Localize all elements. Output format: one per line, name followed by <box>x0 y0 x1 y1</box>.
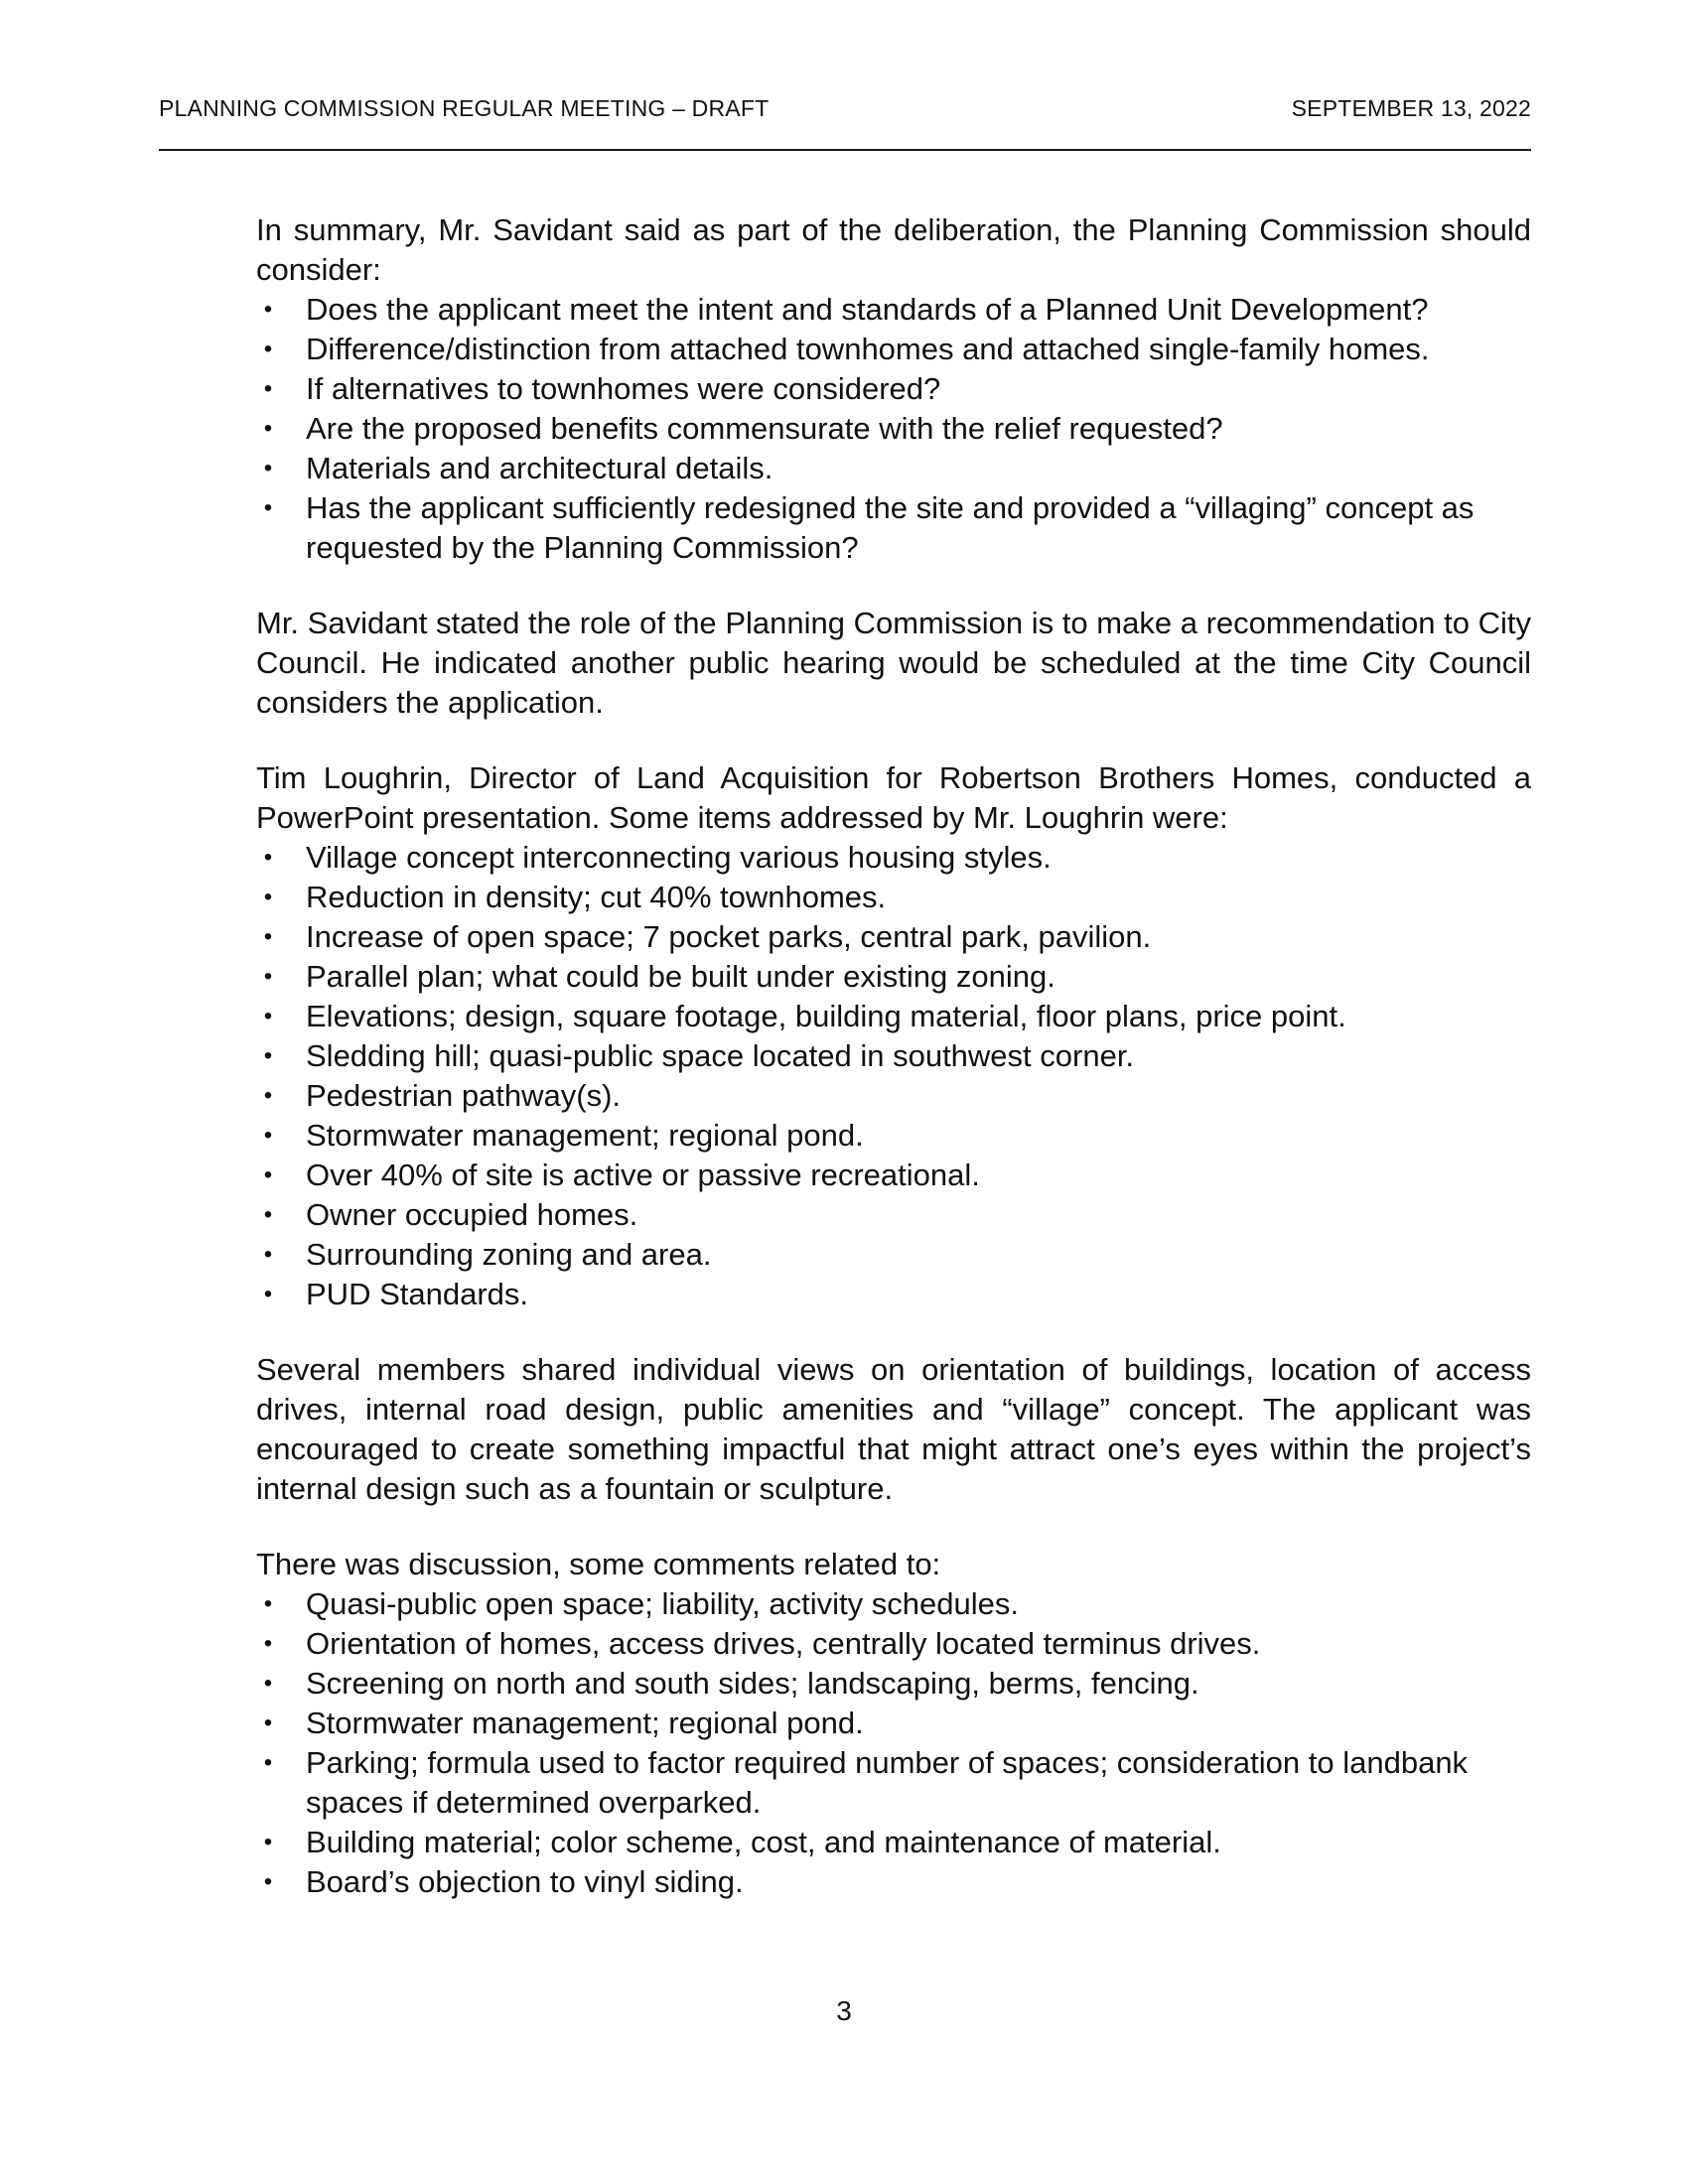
bullet-icon: • <box>263 455 273 481</box>
paragraph: Mr. Savidant stated the role of the Planning Commission is to make a recommendation to City Council. He indicated another public hearing would be scheduled at the time City Council considers the application. <box>256 606 1531 720</box>
list-item <box>256 290 1531 330</box>
paragraph: In summary, Mr. Savidant said as part of the deliberation, the Planning Commission should consider: <box>256 212 1531 287</box>
bullet-icon: • <box>263 1201 273 1228</box>
bullet-icon: • <box>263 1590 273 1617</box>
list-item <box>256 1823 1531 1862</box>
list-item-text: Has the applicant sufficiently redesigned the site and provided a “villaging” concept as requested by the Planning Commission? <box>306 490 1475 565</box>
list-item <box>256 1156 1531 1195</box>
bullet-icon: • <box>263 1670 273 1697</box>
paragraph-gap <box>256 1314 1531 1350</box>
list-item <box>256 1275 1531 1314</box>
list-item-text: Does the applicant meet the intent and standards of a Planned Unit Development? <box>306 292 1429 327</box>
list-item <box>256 488 1531 568</box>
list-item-text: Pedestrian pathway(s). <box>306 1078 622 1113</box>
header-date: SEPTEMBER 13, 2022 <box>1291 95 1531 121</box>
list-item-text: Parking; formula used to factor required number of spaces; consideration to landbank spaces if determined overparked. <box>306 1745 1469 1820</box>
list-item <box>256 838 1531 878</box>
list-item-text: Reduction in density; cut 40% townhomes. <box>306 880 887 914</box>
list-item-text: Board’s objection to vinyl siding. <box>306 1864 744 1899</box>
bullet-icon: • <box>263 1281 273 1307</box>
bullet-icon: • <box>263 844 273 871</box>
list-item <box>256 330 1531 369</box>
bullet-list <box>256 838 1531 1314</box>
list-item-text: Sledding hill; quasi-public space located in southwest corner. <box>306 1038 1135 1073</box>
list-item-text: Surrounding zoning and area. <box>306 1237 712 1272</box>
bullet-icon: • <box>263 494 273 521</box>
list-item-text: Elevations; design, square footage, building material, floor plans, price point. <box>306 999 1346 1033</box>
list-item <box>256 917 1531 957</box>
list-item-text: Screening on north and south sides; landscaping, berms, fencing. <box>306 1666 1199 1701</box>
paragraph-gap <box>256 1509 1531 1545</box>
bullet-icon: • <box>263 296 273 323</box>
list-item-text: Orientation of homes, access drives, centrally located terminus drives. <box>306 1626 1261 1661</box>
bullet-icon: • <box>263 1630 273 1657</box>
bullet-icon: • <box>263 1042 273 1069</box>
list-item <box>256 878 1531 917</box>
header-title: PLANNING COMMISSION REGULAR MEETING – DRAFT <box>159 95 770 121</box>
list-item <box>256 449 1531 488</box>
list-item-text: Building material; color scheme, cost, and maintenance of material. <box>306 1825 1221 1859</box>
list-item-text: Over 40% of site is active or passive recreational. <box>306 1158 980 1192</box>
bullet-icon: • <box>263 1082 273 1109</box>
list-item <box>256 1195 1531 1235</box>
list-item-text: Are the proposed benefits commensurate with the relief requested? <box>306 411 1223 446</box>
header-rule <box>159 149 1531 151</box>
list-item-text: Stormwater management; regional pond. <box>306 1118 864 1153</box>
bullet-icon: • <box>263 923 273 950</box>
bullet-icon: • <box>263 1749 273 1776</box>
paragraph: Several members shared individual views on orientation of buildings, location of access drives, internal road design, public amenities and “village” concept. The applicant was encouraged to create something impactful that might attract one’s eyes within the project’s internal design such as a fountain or sculpture. <box>256 1352 1531 1506</box>
paragraph: There was discussion, some comments related to: <box>256 1547 941 1581</box>
list-item <box>256 957 1531 997</box>
list-item-text: Owner occupied homes. <box>306 1197 638 1232</box>
bullet-list <box>256 1584 1531 1902</box>
bullet-list <box>256 290 1531 568</box>
bullet-icon: • <box>263 1241 273 1268</box>
list-item <box>256 1624 1531 1664</box>
list-item <box>256 997 1531 1036</box>
list-item-text: Village concept interconnecting various housing styles. <box>306 840 1052 875</box>
list-item <box>256 1664 1531 1704</box>
list-item <box>256 1235 1531 1275</box>
page-header <box>159 95 1531 122</box>
bullet-icon: • <box>263 884 273 910</box>
page-number: 3 <box>836 1995 852 2026</box>
list-item-text: PUD Standards. <box>306 1277 528 1311</box>
paragraph: Tim Loughrin, Director of Land Acquisition for Robertson Brothers Homes, conducted a PowerPoint presentation. Some items addressed by Mr. Loughrin were: <box>256 760 1531 835</box>
list-item-text: Quasi-public open space; liability, activity schedules. <box>306 1586 1019 1621</box>
list-item <box>256 1862 1531 1902</box>
bullet-icon: • <box>263 375 273 402</box>
bullet-icon: • <box>263 415 273 442</box>
paragraph-gap <box>256 568 1531 604</box>
bullet-icon: • <box>263 963 273 990</box>
list-item <box>256 1584 1531 1624</box>
list-item-text: If alternatives to townhomes were considered? <box>306 371 941 406</box>
list-item <box>256 1704 1531 1743</box>
list-item <box>256 1743 1531 1823</box>
list-item-text: Stormwater management; regional pond. <box>306 1706 864 1740</box>
list-item <box>256 409 1531 449</box>
bullet-icon: • <box>263 1122 273 1149</box>
list-item <box>256 1116 1531 1156</box>
bullet-icon: • <box>263 1161 273 1188</box>
bullet-icon: • <box>263 336 273 362</box>
paragraph-gap <box>256 723 1531 758</box>
bullet-icon: • <box>263 1829 273 1855</box>
list-item-text: Difference/distinction from attached townhomes and attached single-family homes. <box>306 332 1430 366</box>
list-item-text: Parallel plan; what could be built under existing zoning. <box>306 959 1055 994</box>
bullet-icon: • <box>263 1709 273 1736</box>
document-body <box>256 210 1531 1902</box>
bullet-icon: • <box>263 1868 273 1895</box>
list-item <box>256 1076 1531 1116</box>
bullet-icon: • <box>263 1003 273 1029</box>
list-item-text: Increase of open space; 7 pocket parks, central park, pavilion. <box>306 919 1152 954</box>
list-item-text: Materials and architectural details. <box>306 451 774 485</box>
list-item <box>256 1036 1531 1076</box>
list-item <box>256 369 1531 409</box>
